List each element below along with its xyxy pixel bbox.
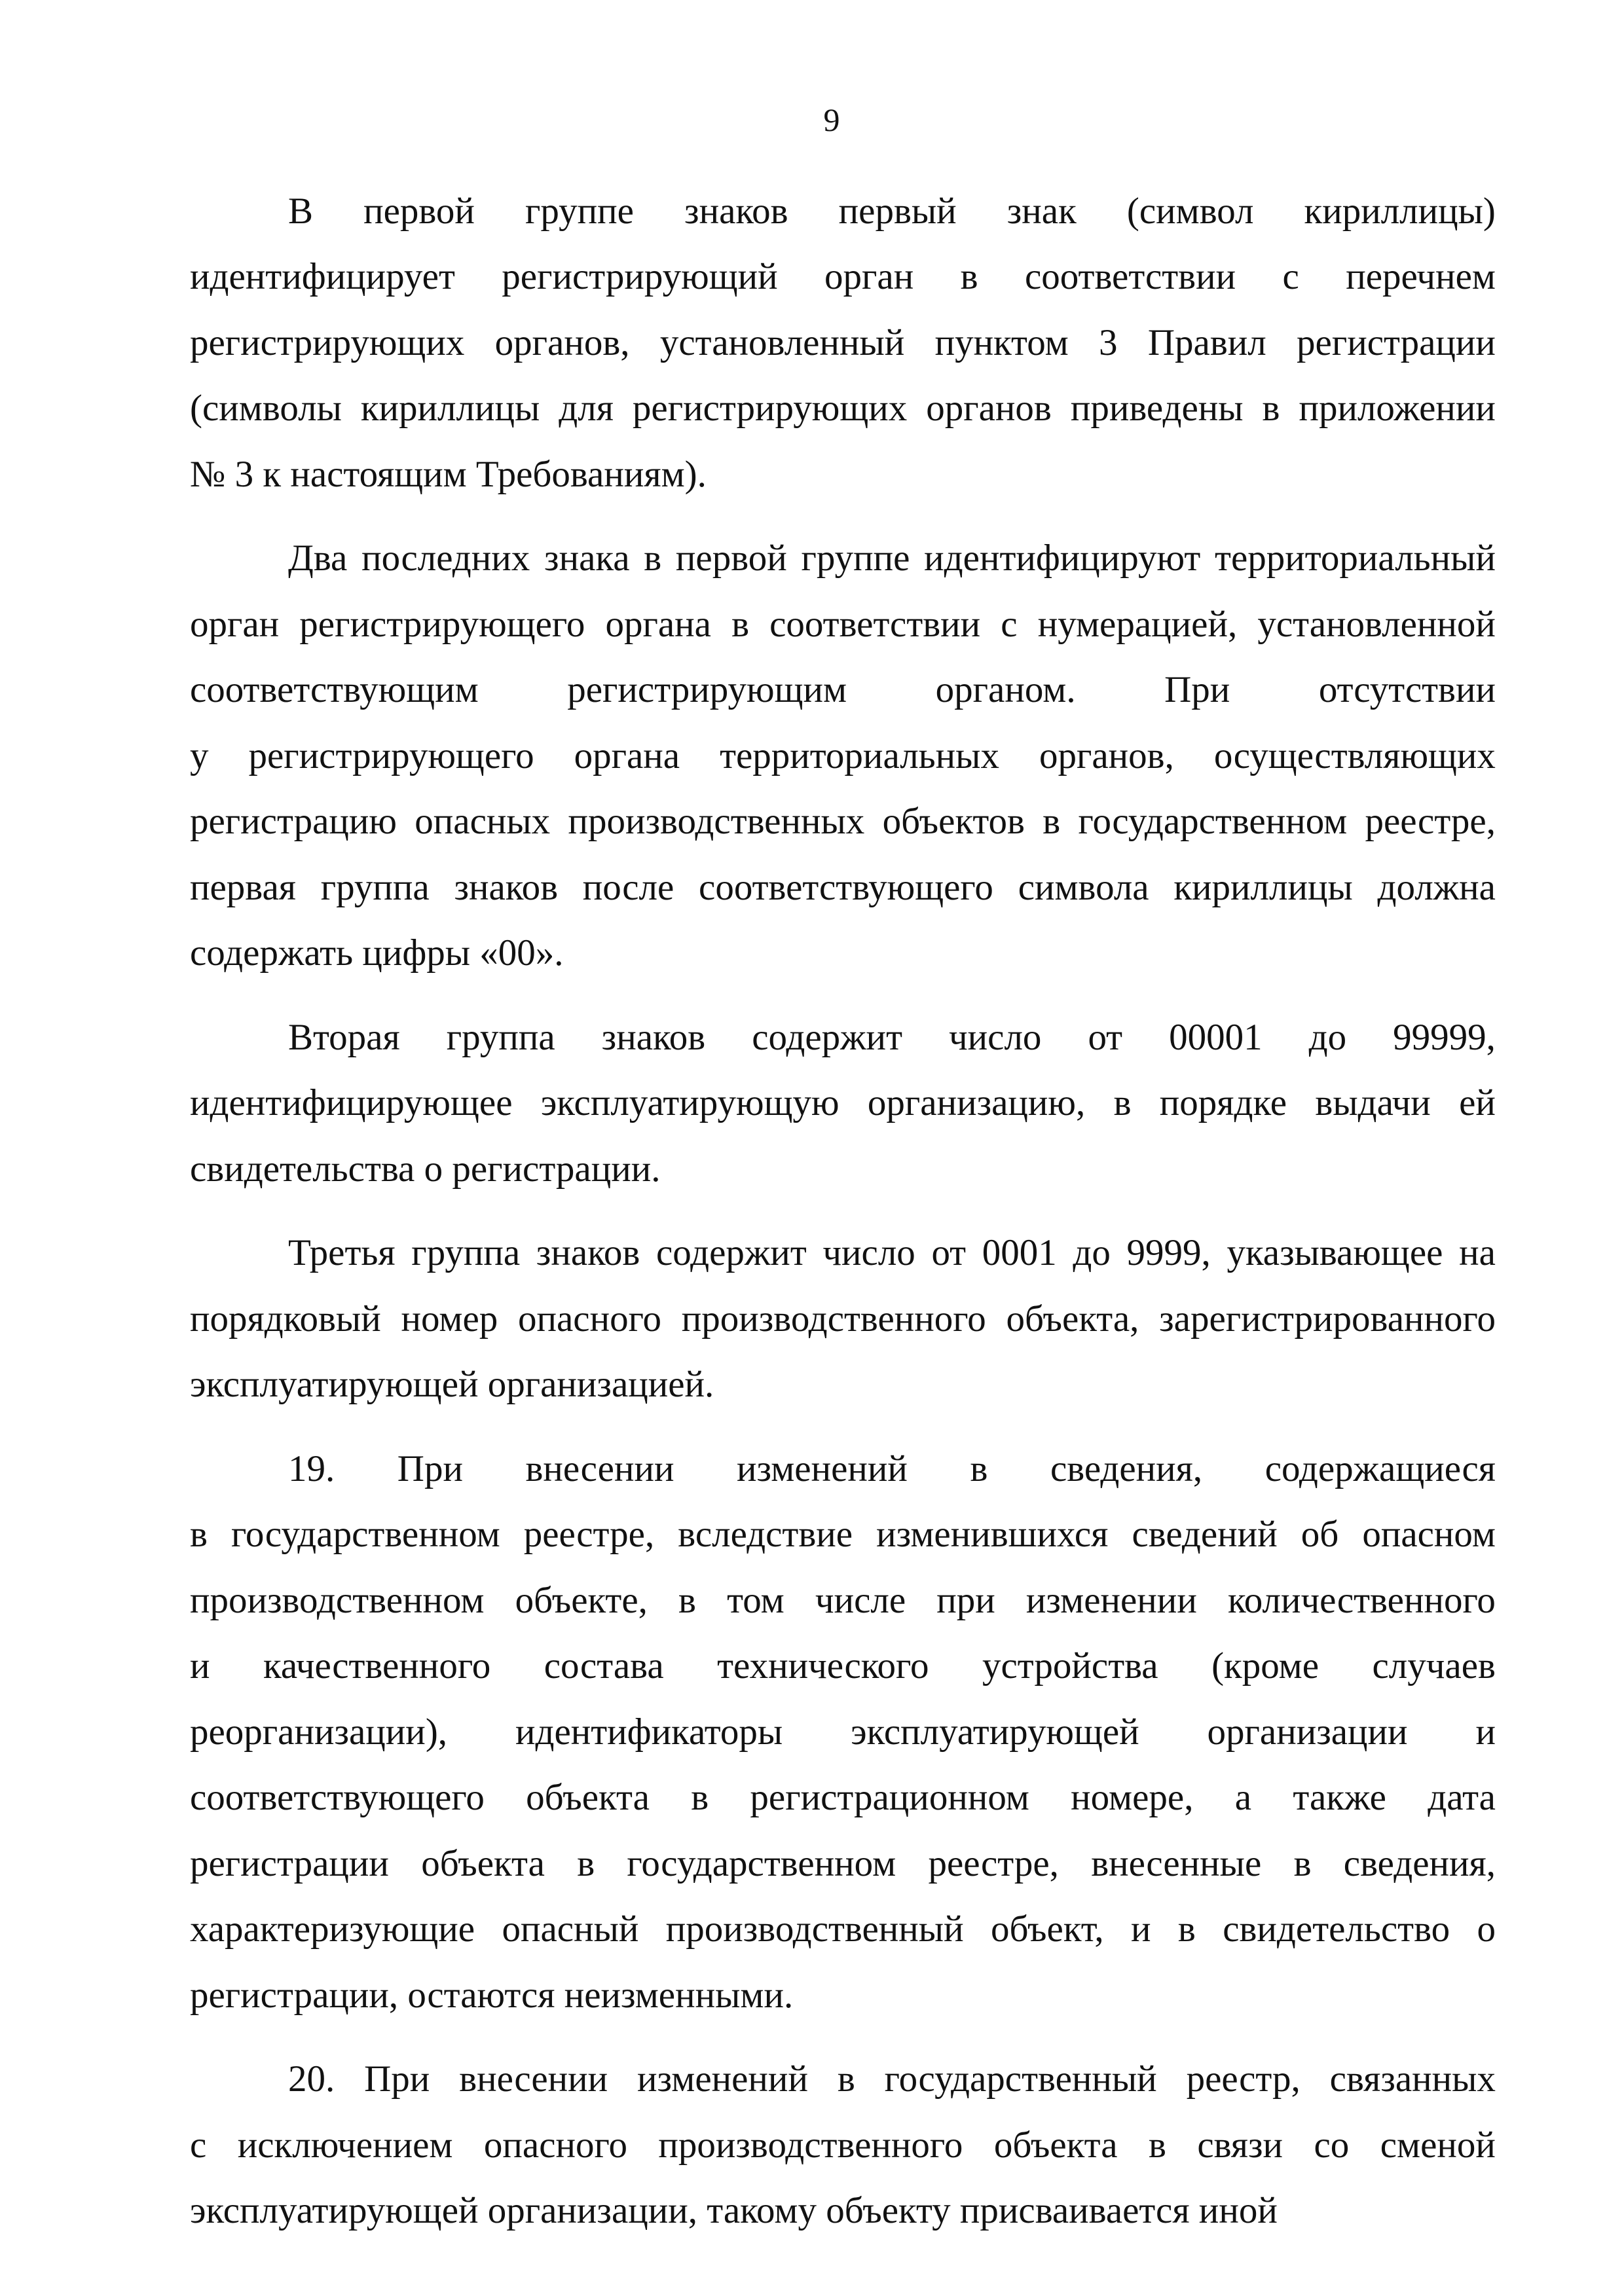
text-line: (символы кириллицы для регистрирующих органов приведены в приложении [190, 388, 1496, 429]
text-line: Вторая группа знаков содержит число от 00001 до 99999, [288, 1016, 1496, 1058]
text-line: Два последних знака в первой группе идентифицируют территориальный [288, 538, 1496, 579]
text-line: с исключением опасного производственного объекта в связи со сменой [190, 2124, 1496, 2166]
text-line: первая группа знаков после соответствующего символа кириллицы должна [190, 866, 1496, 908]
paragraph [190, 1004, 1496, 1202]
text-line: регистрации объекта в государственном реестре, внесенные в сведения, [190, 1842, 1496, 1884]
text-line: орган регистрирующего органа в соответствии с нумерацией, установленной [190, 603, 1496, 645]
text-line: эксплуатирующей организацией. [190, 1364, 714, 1406]
paragraph [190, 1220, 1496, 1418]
text-line: В первой группе знаков первый знак (символ кириллицы) [288, 190, 1496, 232]
text-line: № 3 к настоящим Требованиям). [190, 453, 707, 495]
text-line: регистрации, остаются неизменными. [190, 1974, 794, 2016]
text-line: соответствующего объекта в регистрационном номере, а также дата [190, 1777, 1496, 1819]
paragraph [190, 526, 1496, 987]
text-line: идентифицирующее эксплуатирующую организацию, в порядке выдачи ей [190, 1082, 1496, 1124]
text-line: идентифицирует регистрирующий орган в соответствии с перечнем [190, 256, 1496, 298]
text-line: характеризующие опасный производственный объект, и в свидетельство о [190, 1908, 1496, 1950]
document-body [190, 178, 1496, 2244]
text-line: регистрацию опасных производственных объектов в государственном реестре, [190, 801, 1496, 843]
text-line: 19. При внесении изменений в сведения, содержащиеся [288, 1448, 1496, 1489]
text-line: эксплуатирующей организации, такому объекту присваивается иной [190, 2190, 1278, 2232]
text-line: и качественного состава технического устройства (кроме случаев [190, 1645, 1496, 1687]
page-number: 9 [823, 101, 840, 138]
paragraph [190, 1436, 1496, 2028]
text-line: регистрирующих органов, установленный пунктом 3 Правил регистрации [190, 321, 1496, 363]
text-line: у регистрирующего органа территориальных органов, осуществляющих [190, 735, 1496, 776]
text-line: реорганизации), идентификаторы эксплуатирующей организации и [190, 1711, 1496, 1753]
text-line: 20. При внесении изменений в государственный реестр, связанных [288, 2058, 1496, 2100]
text-line: производственном объекте, в том числе при изменении количественного [190, 1579, 1496, 1621]
text-line: Третья группа знаков содержит число от 0001 до 9999, указывающее на [288, 1232, 1496, 1274]
text-line: соответствующим регистрирующим органом. При отсутствии [190, 669, 1496, 711]
text-line: содержать цифры «00». [190, 932, 564, 974]
text-line: порядковый номер опасного производственного объекта, зарегистрированного [190, 1298, 1496, 1339]
text-line: в государственном реестре, вследствие изменившихся сведений об опасном [190, 1514, 1496, 1556]
paragraph [190, 178, 1496, 507]
paragraph [190, 2047, 1496, 2244]
text-line: свидетельства о регистрации. [190, 1148, 661, 1190]
